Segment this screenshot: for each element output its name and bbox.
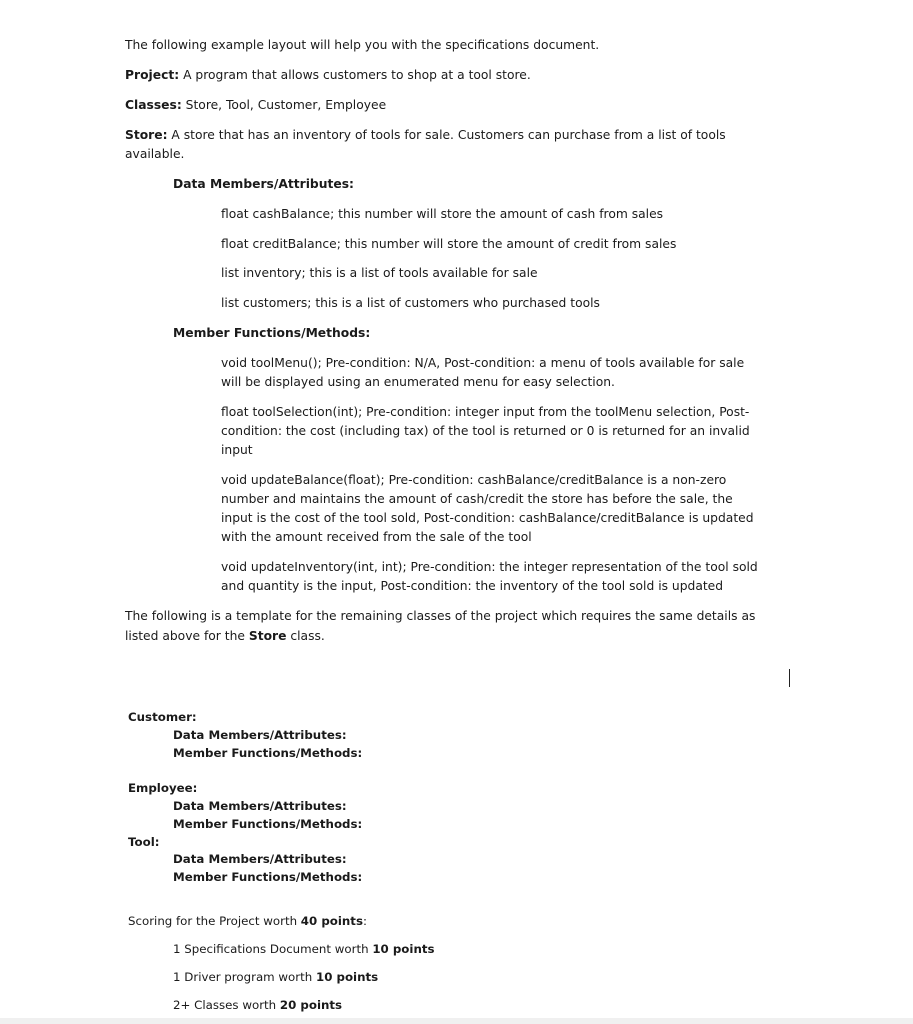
- method-line: number and maintains the amount of cash/credit the store has before the sale, the: [221, 492, 733, 506]
- employee-data-members: Data Members/Attributes:: [173, 799, 347, 813]
- text-cursor: [789, 669, 790, 687]
- classes-label: Classes:: [125, 98, 182, 112]
- project-label: Project:: [125, 68, 180, 82]
- method-line: and quantity is the input, Post-condition: the inventory of the tool sold is updated: [221, 579, 724, 593]
- customer-data-members: Data Members/Attributes:: [173, 728, 347, 742]
- store-label: Store:: [125, 128, 168, 142]
- store-text-1: A store that has an inventory of tools for sale. Customers can purchase from a list of tools: [167, 128, 726, 142]
- method-line: void updateInventory(int, int); Pre-condition: the integer representation of the tool sold: [221, 560, 758, 574]
- project-text: A program that allows customers to shop at a tool store.: [179, 68, 531, 82]
- store-attribute: list inventory; this is a list of tools available for sale: [221, 266, 538, 280]
- method-line: void toolMenu(); Pre-condition: N/A, Post-condition: a menu of tools available for sale: [221, 356, 745, 370]
- employee-member-functions: Member Functions/Methods:: [173, 817, 363, 831]
- class-label-customer: Customer:: [128, 710, 197, 724]
- method-line: condition: the cost (including tax) of the tool is returned or 0 is returned for an invalid: [221, 424, 750, 438]
- method-line: input is the cost of the tool sold, Post-condition: cashBalance/creditBalance is updated: [221, 511, 754, 525]
- store-attribute: float creditBalance; this number will store the amount of credit from sales: [221, 237, 677, 251]
- store-attribute: list customers; this is a list of customers who purchased tools: [221, 296, 600, 310]
- tool-member-functions: Member Functions/Methods:: [173, 870, 363, 884]
- method-line: input: [221, 443, 253, 457]
- method-line: will be displayed using an enumerated menu for easy selection.: [221, 375, 615, 389]
- project-line: [125, 66, 531, 85]
- store-line-1: [125, 126, 726, 145]
- store-data-members-heading: Data Members/Attributes:: [173, 177, 354, 191]
- method-line: float toolSelection(int); Pre-condition: integer input from the toolMenu selection, Post-: [221, 405, 750, 419]
- class-label-employee: Employee:: [128, 781, 198, 795]
- scoring-item: 2+ Classes worth 20 points: [173, 998, 343, 1012]
- scoring-heading: Scoring for the Project worth 40 points:: [128, 914, 367, 928]
- classes-text: Store, Tool, Customer, Employee: [181, 98, 387, 112]
- page-bottom-edge: [0, 1018, 913, 1024]
- template-note-line-2: listed above for the Store class.: [125, 629, 325, 643]
- class-label-tool: Tool:: [128, 835, 160, 849]
- scoring-item: 1 Driver program worth 10 points: [173, 970, 379, 984]
- store-attribute: float cashBalance; this number will store the amount of cash from sales: [221, 207, 664, 221]
- intro-text: The following example layout will help you with the specifications document.: [125, 38, 600, 52]
- store-line-2: available.: [125, 147, 185, 161]
- scoring-item: 1 Specifications Document worth 10 points: [173, 942, 435, 956]
- tool-data-members: Data Members/Attributes:: [173, 852, 347, 866]
- classes-line: [125, 96, 386, 115]
- customer-member-functions: Member Functions/Methods:: [173, 746, 363, 760]
- method-line: void updateBalance(float); Pre-condition: cashBalance/creditBalance is a non-zero: [221, 473, 727, 487]
- store-bold: Store: [248, 629, 287, 643]
- store-member-functions-heading: Member Functions/Methods:: [173, 326, 371, 340]
- method-line: with the amount received from the sale of the tool: [221, 530, 532, 544]
- template-note-line-1: The following is a template for the remaining classes of the project which requires the same details as: [125, 609, 756, 623]
